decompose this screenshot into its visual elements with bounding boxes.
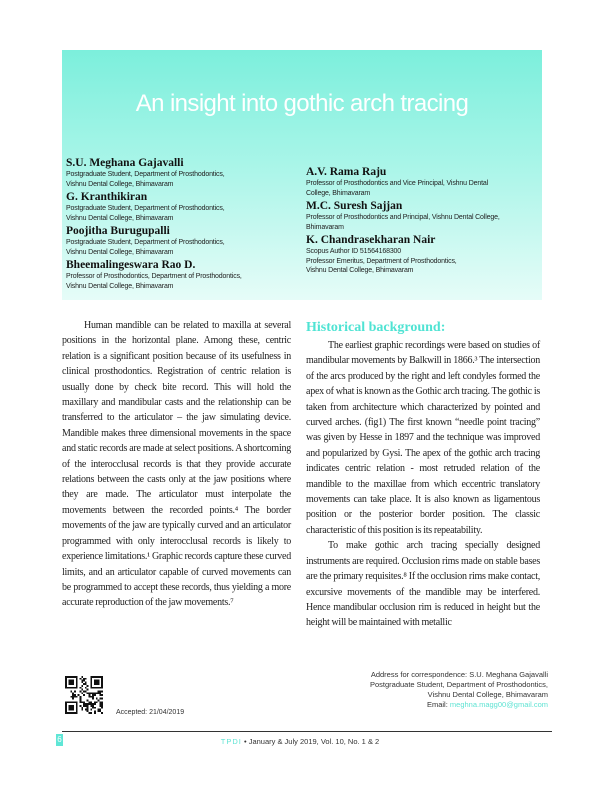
email-label: Email: (426, 700, 448, 709)
author-name: Bheemalingeswara Rao D. (66, 259, 196, 271)
correspondence-line: Postgraduate Student, Department of Prosthodontics, (369, 680, 548, 689)
author-name: M.C. Suresh Sajjan (306, 200, 403, 212)
intro-column (62, 318, 291, 611)
footer-citation (0, 737, 600, 746)
article-title: An insight into gothic arch tracing (135, 90, 469, 117)
history-column (306, 338, 540, 631)
author-name: Poojitha Burugupalli (66, 225, 170, 237)
qr-code-icon (65, 676, 103, 714)
page-number: 6 (57, 735, 62, 744)
author-affiliation: College, Bhimavaram (306, 189, 371, 197)
author-affiliation: Professor of Prosthodontics, Department of Prosthodontics, (66, 273, 242, 280)
author-affiliation: Vishnu Dental College, Bhimavaram (306, 267, 414, 274)
authors-left (66, 155, 301, 291)
email-link[interactable]: meghna.magg00@gmail.com (449, 700, 548, 709)
correspondence-address (370, 670, 548, 710)
author-affiliation: Professor of Prosthodontics and Principal, Vishnu Dental College, (306, 214, 500, 221)
title-banner (62, 50, 542, 300)
author-affiliation: Postgraduate Student, Department of Prosthodontics, (66, 239, 225, 246)
author-affiliation: Vishnu Dental College, Bhimavaram (66, 248, 174, 256)
correspondence-line: Address for correspondence: S.U. Meghana Gajavalli (370, 670, 548, 679)
intro-paragraph: Human mandible can be related to maxilla at several positions in the horizontal plane. Among these, centric relation is a significant position because of its usefulness in clinical prosthodontics. Registration of centric relation is usually done by check bite record. This will hold the maxillary and mandibular casts and the relationship can be transferred to the articulator – the jaw simulating device. Mandible makes three dimensional movements in the space and static records are made at select positions. A shortcoming of the interocclusal records is that they provide accurate relations between the casts only at the jaw positions where they are made. The articulator must interpolate the movements between the recorded points.⁴ The border movements of the jaw are typically curved and an articulator programmed with only interocclusal records is likely to experience limitations.¹ Graphic records capture these curved limits, and an articulator capable of curved movements can be programmed to accept these records, thus yielding a more accurate reproduction of the jaw movements.⁷ (62, 320, 291, 609)
history-paragraph: To make gothic arch tracing specially designed instruments are required. Occlusion rims made on stable bases are the primary requisites.⁸ If the occlusion rims make contact, excursive movements of the mandible may be interfered. Hence mandibular occlusion rim is reduced in height but the height will be maintained with metallic (306, 540, 540, 629)
author-name: S.U. Meghana Gajavalli (66, 157, 184, 169)
correspondence-line: Vishnu Dental College, Bhimavaram (427, 690, 548, 699)
authors-right (306, 164, 541, 276)
author-affiliation: Professor Emeritus, Department of Prosthodontics, (306, 257, 457, 265)
journal-abbrev: TPDI (220, 737, 242, 746)
author-affiliation: Scopus Author ID 51564168300 (306, 248, 402, 255)
issue-info: January & July 2019, Vol. 10, No. 1 & 2 (248, 737, 380, 746)
author-affiliation: Postgraduate Student, Department of Prosthodontics, (66, 205, 225, 212)
author-affiliation: Professor of Prosthodontics and Vice Principal, Vishnu Dental (306, 180, 489, 187)
author-name: G. Kranthikiran (66, 191, 148, 203)
accepted-date: Accepted: 21/04/2019 (116, 709, 185, 716)
author-name: A.V. Rama Raju (306, 166, 387, 178)
correspondence-email-line (370, 700, 548, 710)
separator: • (243, 737, 247, 746)
author-affiliation: Vishnu Dental College, Bhimavaram (66, 214, 174, 222)
footer-divider (62, 731, 552, 732)
author-affiliation: Vishnu Dental College, Bhimavaram (66, 282, 174, 290)
author-affiliation: Vishnu Dental College, Bhimavaram (66, 180, 174, 188)
author-name: K. Chandrasekharan Nair (306, 234, 436, 246)
author-affiliation: Postgraduate Student, Department of Prosthodontics, (66, 171, 225, 178)
section-heading: Historical background: (306, 320, 446, 335)
history-paragraph: The earliest graphic recordings were based on studies of mandibular movements by Balkwill in 1866.³ The intersection of the arcs produced by the right and left condyles formed the apex of what is known as the Gothic arch tracing. The gothic is taken from architecture which characterized by pointed and curved arches. (fig1) The first known “needle point tracing” was given by Hesse in 1897 and the technique was improved and popularized by Gysi. The apex of the gothic arch tracing indicates centric relation - most retruded relation of the mandible to the maxillae from which eccentric translatory movements can take place. It is also known as ligamentous position or the posterior border position. The classic characteristic of this position is its repeatability. (306, 340, 540, 536)
author-affiliation: Bhimavaram (306, 223, 344, 231)
